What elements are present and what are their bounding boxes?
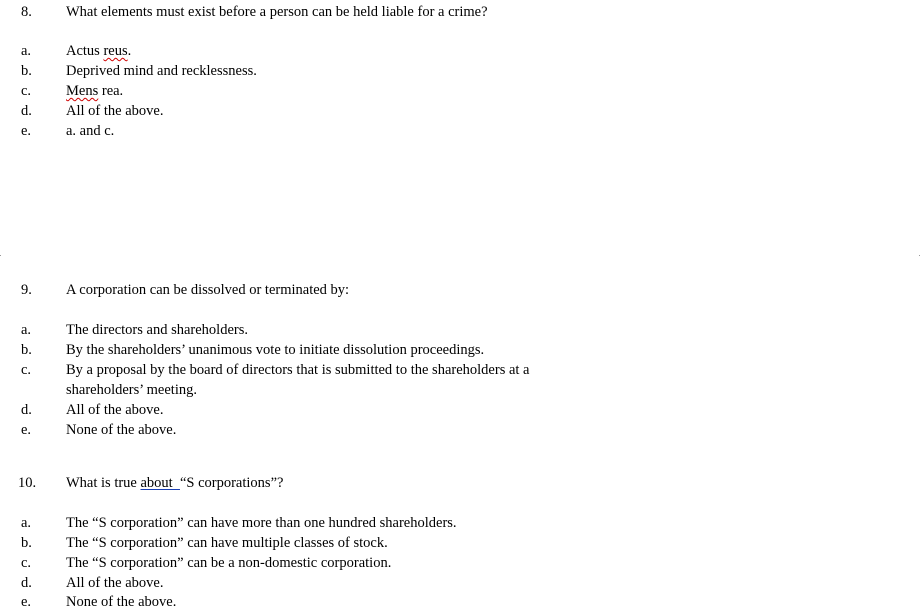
question-10-option-a-text: The “S corporation” can have more than one hundred shareholders. <box>66 515 457 531</box>
question-9-option-c-text: By a proposal by the board of directors that is submitted to the shareholders at a <box>66 362 530 378</box>
question-10-option-d-text: All of the above. <box>66 575 164 591</box>
question-8-option-c-letter: c. <box>21 83 32 99</box>
question-9-option-e-letter: e. <box>21 422 32 438</box>
question-10-option-a-letter: a. <box>21 515 32 531</box>
question-8-option-e-text: a. and c. <box>66 123 115 139</box>
question-9-option-e-text: None of the above. <box>66 422 177 438</box>
spellcheck-word[interactable]: Mens <box>66 83 99 99</box>
question-9-option-a-text: The directors and shareholders. <box>66 322 248 338</box>
question-10-option-e-letter: e. <box>21 594 32 610</box>
question-10-number: 10. <box>18 475 37 491</box>
question-8-option-b-letter: b. <box>21 63 32 79</box>
question-10-option-e-text: None of the above. <box>66 594 177 610</box>
question-8-option-a-text: Actus reus. <box>66 43 132 59</box>
question-10-option-c-text: The “S corporation” can be a non-domestic corporation. <box>66 555 392 571</box>
question-9-option-d-letter: d. <box>21 402 32 418</box>
question-10-option-b-text: The “S corporation” can have multiple classes of stock. <box>66 535 388 551</box>
spellcheck-word[interactable]: reus <box>103 43 128 59</box>
question-9-option-a-letter: a. <box>21 322 32 338</box>
question-8-option-a-letter: a. <box>21 43 32 59</box>
question-9-option-b-letter: b. <box>21 342 32 358</box>
question-9-option-d-text: All of the above. <box>66 402 164 418</box>
question-8-option-c-text: Mens rea. <box>66 83 124 99</box>
question-8-option-b-text: Deprived mind and recklessness. <box>66 63 257 79</box>
underlined-word[interactable]: about <box>140 475 180 491</box>
question-9-option-b-text: By the shareholders’ unanimous vote to initiate dissolution proceedings. <box>66 342 485 358</box>
question-8-prompt: What elements must exist before a person can be held liable for a crime? <box>66 4 488 20</box>
question-9-number: 9. <box>21 282 32 298</box>
question-9-option-c-letter: c. <box>21 362 32 378</box>
question-8-option-d-text: All of the above. <box>66 103 164 119</box>
question-8-number: 8. <box>21 4 32 20</box>
question-10-prompt: What is true about “S corporations”? <box>66 475 284 491</box>
page-break-tick-left <box>0 255 1 256</box>
question-8-option-e-letter: e. <box>21 123 32 139</box>
question-9-prompt: A corporation can be dissolved or terminated by: <box>66 282 350 298</box>
question-10-option-c-letter: c. <box>21 555 32 571</box>
question-10-option-d-letter: d. <box>21 575 32 591</box>
question-9-option-c-text-continued: shareholders’ meeting. <box>66 382 197 398</box>
question-8-option-d-letter: d. <box>21 103 32 119</box>
question-10-option-b-letter: b. <box>21 535 32 551</box>
